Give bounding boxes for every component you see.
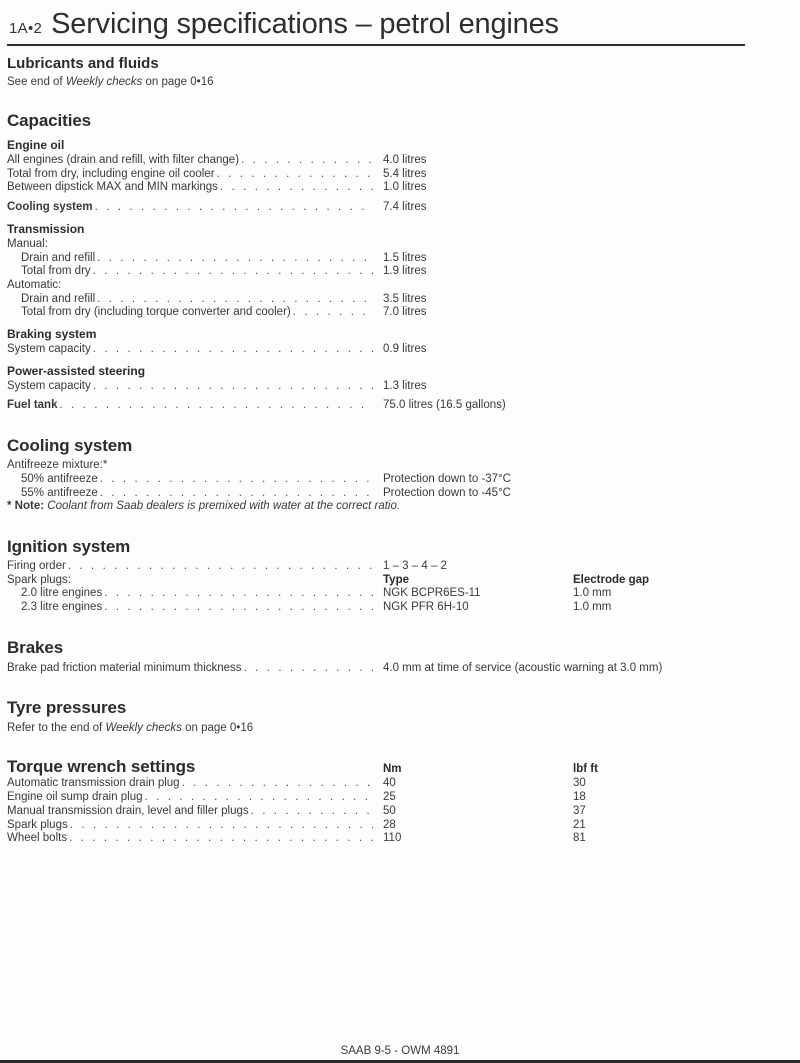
dot-leader xyxy=(93,343,373,357)
dot-leader xyxy=(69,832,373,846)
spec-label: Drain and refill xyxy=(21,292,96,305)
spec-value-nm: 40 xyxy=(383,777,396,790)
spec-value-type: NGK PFR 6H-10 xyxy=(383,601,469,614)
section-brakes xyxy=(7,638,745,676)
spec-value-nm: 110 xyxy=(383,832,402,845)
spec-value: 1.3 litres xyxy=(383,379,427,392)
header-rule xyxy=(7,44,745,46)
column-header-electrode-gap: Electrode gap xyxy=(573,573,650,586)
dot-leader xyxy=(93,265,373,279)
dot-leader xyxy=(70,819,373,833)
section-heading: Cooling system xyxy=(7,436,133,456)
spec-value: 7.4 litres xyxy=(383,201,427,214)
spec-label: Between dipstick MAX and MIN markings xyxy=(7,181,218,194)
spec-label: Fuel tank xyxy=(7,399,58,412)
section-heading: Torque wrench settings xyxy=(7,757,196,777)
section-ignition xyxy=(7,537,745,615)
column-header-nm: Nm xyxy=(383,763,402,776)
spec-value: 0.9 litres xyxy=(383,343,427,356)
section-heading: Lubricants and fluids xyxy=(7,55,159,72)
spec-row xyxy=(7,662,745,676)
spec-value: 1 – 3 – 4 – 2 xyxy=(383,559,447,572)
coolant-note: * Note: Coolant from Saab dealers is premixed with water at the correct ratio. xyxy=(7,500,401,513)
spec-value: 4.0 litres xyxy=(383,154,427,166)
spec-value: 7.0 litres xyxy=(383,306,427,319)
spec-value: Protection down to -45°C xyxy=(383,486,511,499)
dot-leader xyxy=(68,560,373,574)
spec-label: Manual transmission drain, level and filler plugs xyxy=(7,804,249,817)
spec-label: 2.0 litre engines xyxy=(21,587,103,600)
lubricants-note: See end of Weekly checks on page 0•16 xyxy=(7,76,214,88)
spec-row xyxy=(7,343,745,357)
section-capacities xyxy=(7,111,745,413)
spec-value: 4.0 mm at time of service (acoustic warning at 3.0 mm) xyxy=(383,661,663,674)
spec-value-lbf: 37 xyxy=(573,804,586,817)
section-heading: Brakes xyxy=(7,637,64,657)
spec-value-gap: 1.0 mm xyxy=(573,587,612,600)
dot-leader xyxy=(104,587,373,601)
spec-row xyxy=(7,560,745,574)
spec-label: Cooling system xyxy=(7,201,93,214)
dot-leader xyxy=(100,487,373,501)
dot-leader xyxy=(93,380,373,394)
dot-leader xyxy=(244,662,373,676)
spec-row xyxy=(7,306,745,320)
dot-leader xyxy=(293,306,373,320)
column-header-type: Type xyxy=(383,573,409,586)
spec-row xyxy=(7,201,745,215)
spec-row xyxy=(7,832,745,846)
spec-row xyxy=(7,168,745,182)
spec-value-lbf: 30 xyxy=(573,777,586,790)
spec-row xyxy=(7,154,745,168)
group-heading: Power-assisted steering xyxy=(7,363,146,378)
spec-row xyxy=(7,181,745,195)
column-header-lbf-ft: lbf ft xyxy=(573,763,598,776)
spec-label: System capacity xyxy=(7,379,91,392)
dot-leader xyxy=(182,777,373,791)
spec-value: 1.0 litres xyxy=(383,181,427,194)
spec-value: 1.5 litres xyxy=(383,251,427,264)
spec-row xyxy=(7,805,745,819)
spec-row xyxy=(7,380,745,394)
section-heading: Ignition system xyxy=(7,536,131,556)
spec-row xyxy=(7,819,745,833)
spec-label: Spark plugs: xyxy=(7,573,71,586)
spec-label: Automatic transmission drain plug xyxy=(7,777,180,790)
spec-label: 50% antifreeze xyxy=(21,472,98,485)
spec-row xyxy=(7,791,745,805)
spec-label: 55% antifreeze xyxy=(21,486,98,499)
spec-row xyxy=(7,265,745,279)
spec-label: System capacity xyxy=(7,343,91,356)
spec-value: 3.5 litres xyxy=(383,292,427,305)
dot-leader xyxy=(251,805,373,819)
page-header xyxy=(7,8,745,41)
footer-text: SAAB 9-5 - OWM 4891 xyxy=(340,1045,460,1057)
column-header-row xyxy=(7,574,745,588)
section-lubricants xyxy=(7,55,745,88)
spec-value-nm: 28 xyxy=(383,818,396,831)
page-footer xyxy=(0,1045,800,1063)
spec-label: Total from dry (including torque converter and cooler) xyxy=(21,306,291,319)
dot-leader xyxy=(217,168,373,182)
spec-label: Brake pad friction material minimum thickness xyxy=(7,661,242,674)
dot-leader xyxy=(220,181,373,195)
dot-leader xyxy=(145,791,373,805)
spec-label: All engines (drain and refill, with filter change) xyxy=(7,154,240,166)
section-heading: Tyre pressures xyxy=(7,698,127,718)
dot-leader xyxy=(97,252,373,266)
spec-value-gap: 1.0 mm xyxy=(573,601,612,614)
dot-leader xyxy=(97,293,373,307)
spec-label: Drain and refill xyxy=(21,251,96,264)
spec-label: Total from dry xyxy=(21,265,91,278)
section-torque xyxy=(7,757,745,846)
dot-leader xyxy=(241,154,373,168)
dot-leader xyxy=(104,601,373,615)
spec-row xyxy=(7,777,745,791)
spec-label: Total from dry, including engine oil cooler xyxy=(7,167,215,180)
spec-value-lbf: 21 xyxy=(573,818,586,831)
spec-value: 75.0 litres (16.5 gallons) xyxy=(383,399,506,412)
dot-leader xyxy=(100,473,373,487)
group-heading: Braking system xyxy=(7,327,97,342)
spec-value-lbf: 18 xyxy=(573,791,586,804)
section-cooling-system xyxy=(7,436,745,514)
spec-row xyxy=(7,487,745,501)
group-heading: Transmission xyxy=(7,221,85,236)
spec-value: Protection down to -37°C xyxy=(383,472,511,485)
spec-row xyxy=(7,399,745,413)
spec-label: Engine oil sump drain plug xyxy=(7,791,143,804)
section-tyre-pressures xyxy=(7,698,745,734)
spec-row xyxy=(7,252,745,266)
spec-row xyxy=(7,293,745,307)
spec-row xyxy=(7,473,745,487)
spec-value-lbf: 81 xyxy=(573,832,586,845)
spec-row xyxy=(7,587,745,601)
spec-value-nm: 50 xyxy=(383,804,396,817)
spec-label: Firing order xyxy=(7,559,66,572)
dot-leader xyxy=(59,399,373,413)
page-title: Servicing specifications – petrol engines xyxy=(51,8,559,40)
antifreeze-intro: Antifreeze mixture:* xyxy=(7,459,108,472)
tyre-note: Refer to the end of Weekly checks on page 0•16 xyxy=(7,722,254,735)
spec-value: 1.9 litres xyxy=(383,265,427,278)
spec-value-nm: 25 xyxy=(383,791,396,804)
sub-group-label: Manual: xyxy=(7,237,48,250)
spec-label: Wheel bolts xyxy=(7,832,68,845)
spec-row xyxy=(7,601,745,615)
page-number: 1A•2 xyxy=(9,20,43,37)
dot-leader xyxy=(95,201,373,215)
spec-value: 5.4 litres xyxy=(383,167,427,180)
sub-group-label: Automatic: xyxy=(7,278,62,291)
torque-header-row xyxy=(7,757,745,777)
section-heading: Capacities xyxy=(7,111,92,130)
spec-label: 2.3 litre engines xyxy=(21,601,103,614)
group-heading: Engine oil xyxy=(7,138,65,152)
spec-value-type: NGK BCPR6ES-11 xyxy=(383,587,481,600)
spec-label: Spark plugs xyxy=(7,818,68,831)
